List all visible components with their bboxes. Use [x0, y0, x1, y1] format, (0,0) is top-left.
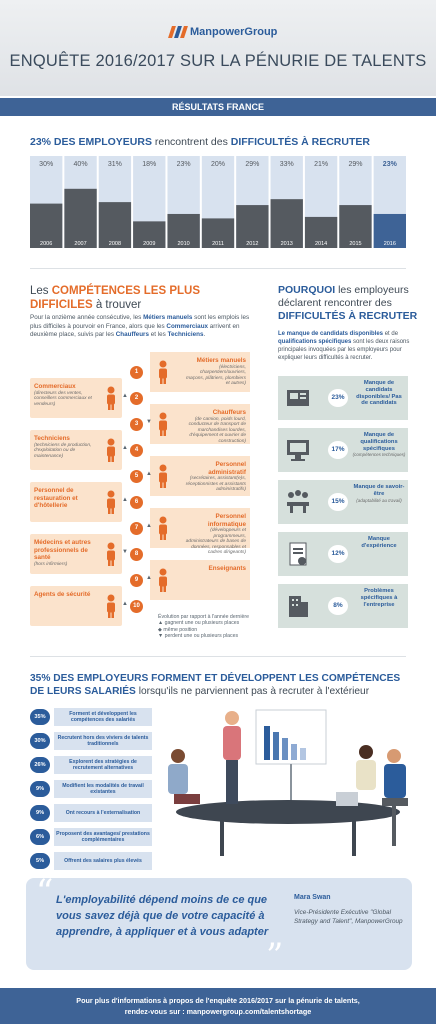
person-right2-body [384, 764, 406, 798]
skill-rank-text [34, 539, 92, 567]
skill-rank-text [34, 591, 92, 599]
action-percent: 26% [30, 757, 50, 773]
desc-part: arrivent en deuxième place, suivis par les [30, 322, 240, 339]
footer-link[interactable]: rendez-vous sur : manpowergroup.com/talentshortage [124, 1007, 312, 1016]
close-quote-icon: ” [266, 936, 284, 976]
section3-description [278, 330, 414, 362]
reason-percent: 12% [328, 545, 348, 563]
section1-title-bold1: 23% DES EMPLOYEURS [30, 136, 152, 148]
bar-value-label: 40% [73, 161, 88, 168]
rank-number: 7 [130, 522, 143, 535]
skill-rank-card [150, 352, 250, 392]
reason-label: Problèmes spécifiques à l'entreprise [360, 588, 398, 608]
worker-icon [104, 490, 118, 514]
desc-bold: Chauffeurs [115, 331, 149, 339]
worker-icon [104, 386, 118, 410]
reason-card [278, 532, 408, 576]
chair-leg [392, 806, 396, 846]
page-title: ENQUÊTE 2016/2017 SUR LA PÉNURIE DE TALENTS [9, 52, 427, 70]
table-leg [352, 816, 356, 856]
person-left-body [168, 764, 188, 794]
table-leg [220, 816, 224, 856]
action-item [30, 852, 152, 870]
rank-number: 9 [130, 574, 143, 587]
divider-2 [30, 656, 406, 657]
bar-year-label: 2016 [383, 241, 396, 247]
bar-year-label: 2009 [143, 241, 156, 247]
skill-sublabel: (techniciens de production, d'exploitation ou de maintenance) [34, 442, 92, 459]
desc-part: sont les deux raisons principales invoquées par les employeurs pour expliquer leurs difficultés à recruter. [278, 339, 410, 361]
ranking-legend [158, 614, 268, 640]
skill-sublabel: (secrétaires, assistant(e)s, réceptionnistes et assistants administratifs) [185, 476, 246, 492]
section4-title-bold: 35% DES EMPLOYEURS FORMENT ET DÉVELOPPENT LES COMPÉTENCES DE LEURS SALARIÉS [30, 673, 401, 697]
computer-icon [284, 436, 312, 464]
desc-part: et les [149, 331, 168, 339]
action-percent: 35% [30, 709, 50, 725]
header [0, 0, 436, 96]
difficulty-bar-chart [30, 156, 406, 248]
bar-value-label: 33% [279, 161, 294, 168]
skill-label: Commerciaux [34, 383, 76, 390]
skill-rank-card [30, 534, 122, 574]
reason-label: Manque de qualifications spécifiques (compétences techniques) [352, 432, 406, 458]
action-percent: 30% [30, 733, 50, 749]
worker-icon [104, 594, 118, 618]
logo-text: ManpowerGroup [190, 26, 278, 38]
skill-label: Personnel administratif [208, 461, 246, 476]
bar-value-label: 29% [245, 161, 260, 168]
action-percent: 9% [30, 781, 50, 797]
skill-label: Techniciens [34, 435, 70, 442]
bar-year-label: 2015 [349, 241, 362, 247]
bar-year-label: 2014 [314, 241, 328, 247]
reason-percent: 8% [328, 597, 348, 615]
rank-number: 6 [130, 496, 143, 509]
skill-label: Métiers manuels [196, 357, 246, 364]
footer-line1: Pour plus d'informations à propos de l'enquête 2016/2017 sur la pénurie de talents, [76, 996, 360, 1005]
bar-year-label: 2006 [40, 241, 53, 247]
section3-title-pre: POURQUOI [278, 284, 336, 296]
bar-value-label: 21% [314, 161, 329, 168]
newspaper-icon [284, 384, 312, 412]
worker-icon [104, 542, 118, 566]
section2-description [30, 314, 252, 340]
trend-down-icon: ▼ [122, 549, 128, 555]
reason-card [278, 428, 408, 472]
bar-value-label: 18% [142, 161, 157, 168]
bar-value-label: 30% [39, 161, 54, 168]
quote-author: Mara Swan [294, 894, 331, 901]
reason-card [278, 376, 408, 420]
legend-down: ▼ perdent une ou plusieurs places [158, 633, 239, 640]
skill-rank-text [182, 513, 246, 556]
section1-title [30, 136, 370, 148]
worker-icon [156, 464, 170, 488]
worker-icon [156, 516, 170, 540]
bar-year-label: 2008 [108, 241, 122, 247]
divider-1 [30, 268, 406, 269]
legend-same: ◆ même position [158, 626, 198, 633]
skill-rank-card [30, 378, 122, 418]
quote-box [26, 872, 412, 976]
trend-up-icon: ▲ [146, 575, 152, 581]
reason-label: Manque de candidats disponibles/ Pas de candidats [356, 380, 402, 407]
person-right1-body [356, 760, 376, 790]
bar-value-label: 23% [382, 161, 397, 168]
action-percent: 5% [30, 853, 50, 869]
skill-label: Personnel informatique [207, 513, 246, 528]
presenter-legs [226, 760, 238, 804]
action-item [30, 804, 152, 822]
presenter-head [225, 711, 239, 725]
skill-rank-card [150, 456, 250, 496]
section2-title-post: à trouver [92, 299, 142, 311]
skill-rank-text [182, 565, 246, 573]
desc-bold: Le manque de candidats disponibles [278, 331, 384, 337]
trend-up-icon: ▲ [122, 497, 128, 503]
skill-label: Personnel de restauration et d'hôtellerie [34, 487, 78, 509]
action-label: Forment et développent les compétences des salariés [54, 708, 152, 726]
skill-rank-text [182, 409, 246, 444]
bar-year-label: 2013 [280, 241, 293, 247]
person-right1-head [359, 745, 373, 759]
action-label: Recrutent hors des viviers de talents traditionnels [54, 732, 152, 750]
legend-title: Évolution par rapport à l'année dernière [158, 614, 249, 620]
skill-sublabel: (directeurs des ventes, conseillers commerciaux et vendeurs) [34, 390, 92, 407]
reason-sublabel: (adaptabilité au travail) [356, 497, 402, 503]
action-percent: 9% [30, 805, 50, 821]
desc-part: sont les emplois les plus difficiles à pourvoir en France, alors que les [30, 314, 250, 330]
board-bar [264, 726, 270, 760]
trend-down-icon: ▼ [146, 419, 152, 425]
reason-percent: 23% [328, 389, 348, 407]
skill-rank-text [182, 357, 246, 387]
open-quote-icon: “ [36, 872, 54, 912]
section1-title-mid: rencontrent des [151, 136, 231, 148]
section3-title-bold: DIFFICULTÉS À RECRUTER [278, 310, 418, 322]
reason-sublabel: (compétences techniques) [352, 452, 406, 458]
bar-year-label: 2012 [246, 241, 259, 247]
skill-rank-text [34, 383, 92, 407]
desc-bold: qualifications spécifiques [278, 339, 352, 345]
desc-part: Pour la onzième année consécutive, les [30, 314, 144, 321]
section4-title-post: lorsqu'ils ne parviennent pas à recruter à l'extérieur [135, 686, 370, 697]
bar-value-label: 29% [348, 161, 363, 168]
building-icon [284, 592, 312, 620]
skill-sublabel: (de camion, poids lourd, conducteur de transport de marchandises lourdes, d'équipement et ouvrier de construction) [188, 416, 246, 444]
action-label: Proposent des avantages/ prestations complémentaires [54, 828, 152, 846]
bar-year-label: 2010 [177, 241, 190, 247]
bar-year-label: 2007 [74, 241, 87, 247]
skill-rank-text [34, 435, 92, 459]
skill-rank-card [150, 404, 250, 444]
reason-card [278, 480, 408, 524]
worker-icon [156, 412, 170, 436]
desc-bold: Commerciaux [166, 322, 209, 330]
results-band: RÉSULTATS FRANCE [0, 98, 436, 116]
logo-icon [170, 26, 186, 38]
bar-year-label: 2011 [212, 241, 224, 247]
reason-card [278, 584, 408, 628]
skill-rank-card [30, 586, 122, 626]
legend-up: ▲ gagnent une ou plusieurs places [158, 620, 240, 627]
meeting-icon [284, 488, 312, 516]
reason-label: Manque d'expérience [361, 536, 397, 549]
skill-rank-card [30, 482, 122, 522]
desc-part: et de [383, 331, 399, 337]
action-item [30, 708, 152, 726]
action-label: Ont recours à l'externalisation [54, 804, 152, 822]
meeting-table [176, 800, 400, 824]
skill-rank-text [182, 461, 246, 493]
trend-up-icon: ▲ [146, 471, 152, 477]
action-label: Offrent des salaires plus élevés [54, 852, 152, 870]
meeting-illustration [160, 700, 416, 860]
board-bar [291, 744, 297, 760]
rank-number: 4 [130, 444, 143, 457]
reason-label: Manque de savoir-être (adaptabilité au travail) [353, 484, 405, 503]
skill-label: Chauffeurs [212, 409, 246, 416]
rank-number: 3 [130, 418, 143, 431]
board-bar [273, 732, 279, 760]
chair [382, 798, 408, 806]
section3-title [278, 284, 418, 323]
bar-value-label: 20% [210, 161, 226, 168]
trend-up-icon: ▲ [122, 393, 128, 399]
desc-bold: Techniciens [167, 331, 204, 339]
section3-title-mid: les employeurs déclarent rencontrer des [278, 284, 409, 309]
worker-icon [156, 568, 170, 592]
worker-icon [104, 438, 118, 462]
action-label: Modifient les modalités de travail existantes [54, 780, 152, 798]
desc-part: . [203, 331, 206, 339]
skill-label: Enseignants [208, 565, 246, 572]
trend-up-icon: ▲ [146, 523, 152, 529]
laptop [336, 792, 358, 806]
section2-title [30, 284, 240, 312]
rank-number: 2 [130, 392, 143, 405]
board-bar [300, 748, 306, 760]
bar-value-label: 23% [176, 161, 191, 168]
person-left-head [171, 749, 185, 763]
section1-title-bold2: DIFFICULTÉS À RECRUTER [230, 136, 370, 148]
bar-2007 [64, 189, 96, 248]
action-item [30, 756, 152, 774]
skill-rank-card [150, 508, 250, 555]
section2-title-highlight: COMPÉTENCES LES PLUS DIFFICILES [30, 285, 200, 311]
footer [0, 988, 436, 1024]
section4-title [30, 672, 410, 698]
brand-logo [170, 26, 277, 38]
action-item [30, 780, 152, 798]
document-icon [284, 540, 312, 568]
skill-rank-card [150, 560, 250, 600]
action-percent: 6% [30, 829, 50, 845]
skills-ranking [0, 352, 270, 642]
skill-sublabel: (développeurs et programmeurs, administrateurs de bases de données, responsables et cadres dirigeants) [185, 528, 246, 555]
bar-value-label: 31% [107, 161, 122, 168]
action-item [30, 732, 152, 750]
skill-label: Médecins et autres professionnels de santé [34, 539, 91, 561]
desc-bold: Métiers manuels [143, 314, 193, 321]
rank-number: 1 [130, 366, 143, 379]
reason-percent: 15% [328, 493, 348, 511]
skill-rank-card [30, 430, 122, 470]
section2-title-pre: Les [30, 285, 52, 297]
worker-icon [156, 360, 170, 384]
person-right2-head [387, 749, 401, 763]
board-bar [282, 738, 288, 760]
skill-sublabel: (hors infirmiers) [34, 561, 68, 567]
reason-percent: 17% [328, 441, 348, 459]
action-item [30, 828, 152, 846]
trend-up-icon: ▲ [122, 601, 128, 607]
rank-number: 5 [130, 470, 143, 483]
presenter-body [223, 726, 241, 760]
skill-label: Agents de sécurité [34, 591, 91, 598]
quote-author-role: Vice-Présidente Exécutive "Global Strategy and Talent", ManpowerGroup [294, 909, 403, 925]
skill-rank-text [34, 487, 92, 510]
trend-up-icon: ▲ [122, 445, 128, 451]
rank-number: 8 [130, 548, 143, 561]
quote-text: L'employabilité dépend moins de ce que vous savez déjà que de votre capacité à apprendre, à appliquer et à vous adapter [56, 894, 269, 938]
skill-sublabel: (électriciens, charpentiers/ouvriers, maçons, plâtriers, plombiers et autres) [186, 364, 246, 386]
person-left-legs [174, 794, 200, 804]
action-label: Explorent des stratégies de recrutement alternatives [54, 756, 152, 774]
rank-number: 10 [130, 600, 143, 613]
